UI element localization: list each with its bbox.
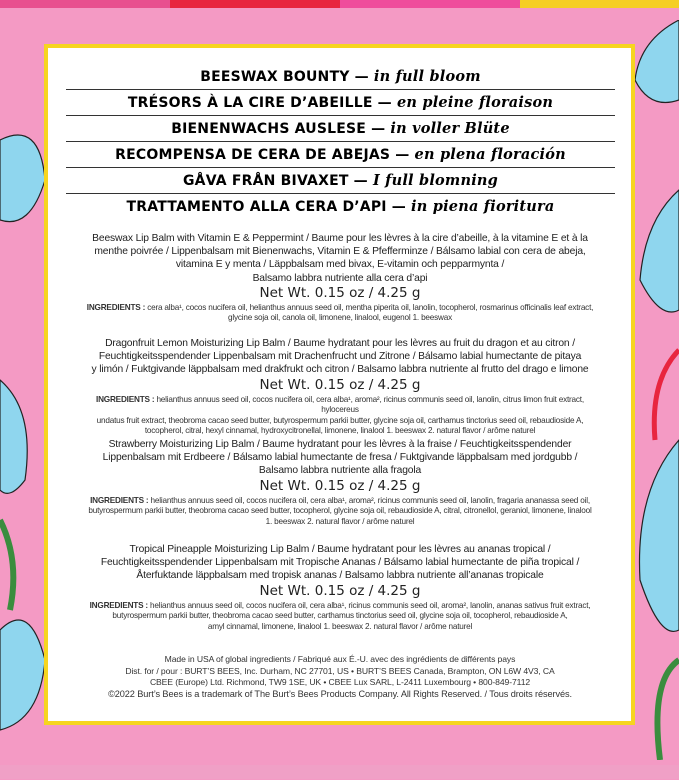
ingredients: INGREDIENTS : helianthus annuus seed oil, cocos nucifera oil, cera alba¹, aroma², ricinus communis seed oil, lanolin, citrus limon fruit extract, hylocereus undatus fruit extract, theobroma cacao seed butter, butyrospermum parkii butter, glycine soja oil, carthamus tinctorius seed oil, rebaudioside A, tocopherol, citral, hexyl cinnamal, hydroxycitronellal, limonene, linalool 1. beeswax 2. natural flavor / arôme naturel bbox=[96, 394, 584, 436]
product-name: Beeswax Lip Balm with Vitamin E & Peppermint / Baume pour les lèvres à la cire d’abeille, à la vitamine E et à la menthe poivrée / Lippenbalsam mit Bienenwachs, Vitamin E & Pfefferminze / Bálsamo labial con cera de abeja, vitamina E y menta / Läppbalsam med bivax, E-vitamin och pepparmynta / Balsamo labbra nutriente alla cera d’api bbox=[92, 233, 588, 284]
product-name: Strawberry Moisturizing Lip Balm / Baume hydratant pour les lèvres à la fraise / Feuchtigkeitsspendender Lippenbalsam mit Erdbeere / Bálsamo labial humectante de fresa / Fuktgivande läppbalsam med jordgubb / Balsamo labbra nutriente alla fragola bbox=[102, 439, 578, 477]
top-color-band bbox=[0, 0, 679, 8]
title-row-fr: TRÉSORS À LA CIRE D’ABEILLE — en pleine floraison bbox=[66, 90, 615, 116]
distribution-footer bbox=[78, 654, 602, 700]
europe-line: CBEE (Europe) Ltd. Richmond, TW9 1SE, UK • CBEE Lux SARL, L-2411 Luxembourg • 800-849-7112 bbox=[149, 677, 531, 688]
flower-left-icon bbox=[0, 80, 50, 780]
title-row-en: BEESWAX BOUNTY — in full bloom bbox=[66, 64, 615, 90]
net-weight: Net Wt. 0.15 oz / 4.25 g bbox=[259, 582, 421, 599]
product-tropical-pineapple bbox=[78, 543, 602, 632]
flower-right-icon bbox=[630, 20, 679, 760]
bottom-edge bbox=[0, 765, 679, 779]
ingredients: INGREDIENTS : helianthus annuus seed oil, cocos nucifera oil, cera alba¹, aroma², ricinus communis seed oil, lanolin, fragaria ananassa seed oil, butyrospermum parkii butter, theobroma cacao seed butter, tocopherol, glycine soja oil, rebaudioside A, citral, citronellol, geraniol, limonene, linalool 1. beeswax 2. natural flavor / arôme naturel bbox=[88, 495, 592, 526]
title-list bbox=[66, 64, 615, 219]
ingredients: INGREDIENTS : helianthus annuus seed oil, cocos nucifera oil, cera alba¹, ricinus communis seed oil, aroma², lanolin, ananas sativus fruit extract, butyrospermum parkii butter, theobroma cacao seed butter, carthamus tinctorius seed oil, glycine soja oil, tocopherol, rebaudioside A, amyl cinnamal, limonene, linalool 1. beeswax 2. natural flavor / arôme naturel bbox=[89, 600, 591, 631]
net-weight: Net Wt. 0.15 oz / 4.25 g bbox=[259, 477, 421, 494]
product-dragonfruit-lemon bbox=[78, 337, 602, 437]
product-name: Tropical Pineapple Moisturizing Lip Balm / Baume hydratant pour les lèvres au ananas tropical / Feuchtigkeitsspendender Lippenbalsam mit Tropische Ananas / Bálsamo labial humectante de piña tropical / Återfuktande läppbalsam med tropisk ananas / Balsamo labbra nutriente all’ananas tropicale bbox=[100, 544, 580, 582]
ingredients: INGREDIENTS : cera alba¹, cocos nucifera oil, helianthus annuus seed oil, mentha piperita oil, lanolin, tocopherol, rosmarinus officinalis leaf extract, glycine soja oil, canola oil, limonene, linalool, eugenol 1. beeswax bbox=[86, 302, 594, 323]
title-row-de: BIENENWACHS AUSLESE — in voller Blüte bbox=[66, 116, 615, 142]
made-in-line: Made in USA of global ingredients / Fabriqué aux É.-U. avec des ingrédients de différents pays bbox=[164, 654, 516, 664]
product-name: Dragonfruit Lemon Moisturizing Lip Balm / Baume hydratant pour les lèvres au fruit du dragon et au citron / Feuchtigkeitsspendender Lippenbalsam mit Drachenfrucht und Zitrone / Bálsamo labial humectante de pitaya y limón / Fuktgivande läppbalsam med drakfrukt och citron / Balsamo labbra nutriente al frutto del drago e limone bbox=[91, 338, 589, 376]
product-beeswax bbox=[78, 232, 602, 324]
copyright-line: ©2022 Burt’s Bees is a trademark of The Burt’s Bees Products Company. All Rights Reserved. / Tous droits réservés. bbox=[108, 688, 572, 699]
net-weight: Net Wt. 0.15 oz / 4.25 g bbox=[259, 376, 421, 393]
net-weight: Net Wt. 0.15 oz / 4.25 g bbox=[259, 284, 421, 301]
title-row-es: RECOMPENSA DE CERA DE ABEJAS — en plena floración bbox=[66, 142, 615, 168]
product-strawberry bbox=[78, 438, 602, 527]
title-row-it: TRATTAMENTO ALLA CERA D’API — in piena fioritura bbox=[126, 198, 555, 215]
distributor-line: Dist. for / pour : BURT’S BEES, Inc. Durham, NC 27701, US • BURT’S BEES Canada, Brampton, ON L6W 4V3, CA bbox=[125, 665, 555, 676]
title-row-sv: GÅVA FRÅN BIVAXET — I full blomning bbox=[66, 168, 615, 194]
